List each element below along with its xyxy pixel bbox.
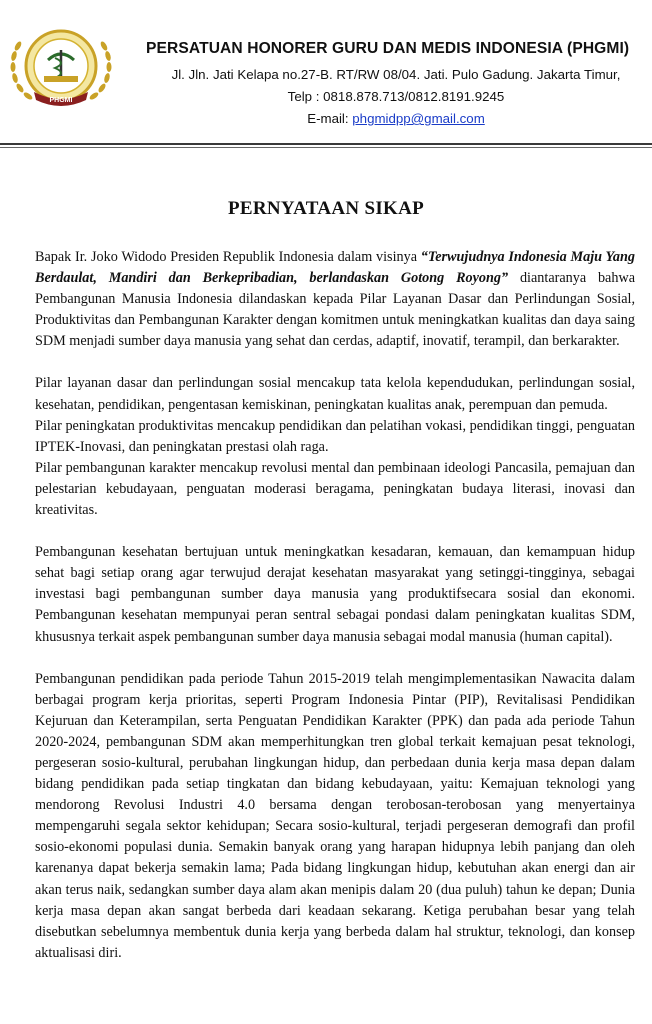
organization-contact	[146, 64, 646, 130]
email-line	[146, 108, 646, 130]
paragraph-vision-intro: Bapak Ir. Joko Widodo Presiden Republik Indonesia dalam visinya	[35, 249, 421, 265]
paragraph-education: Pembangunan pendidikan pada periode Tahun 2015-2019 telah mengimplementasikan Nawacita dalam berbagai program kerja prioritas, seperti Program Indonesia Pintar (PIP), Revitalisasi Pendidikan Kejuruan dan Keterampilan, serta Penguatan Pendidikan Karakter (PPK) dan pada ada periode Tahun 2020-2024, pembangunan SDM akan memperhitungkan tren global terkait kemajuan pesat teknologi, pergeseran sosio-kultural, perubahan lingkungan hidup, dan perbedaan dunia kerja masa depan dalam bidang pendidikan pada setiap tingkatan dan bidang kebudayaan, yaitu: Kemajuan teknologi yang mendorong Revolusi Industri 4.0 bersama dengan terobosan-terobosan yang menyertainya mempengaruhi segala sektor kehidupan; Secara sosio-kultural, terjadi pergeseran demografi dan profil sosio-ekonomi populasi dunia. Semakin banyak orang yang harapan hidupnya lebih panjang dan oleh karenanya dapat bekerja semakin lama; Pada bidang lingkungan hidup, kebutuhan akan energi dan air akan terus naik, sedangkan sumber daya alam akan menipis dalam 20 (dua puluh) tahun ke depan; Dunia kerja masa depan akan sangat berbeda dari keadaan sekarang. Ketiga perubahan besar yang telah disebutkan sebelumnya membentuk dunia kerja yang berbeda dalam hal struktur, teknologi, dan konsep aktualisasi diri.	[35, 670, 635, 961]
document-title: PERNYATAAN SIKAP	[227, 198, 425, 219]
email-link[interactable]: phgmidpp@gmail.com	[352, 111, 485, 126]
paragraph-pillar-productivity: Pilar peningkatan produktivitas mencakup pendidikan dan pelatihan vokasi, pendidikan tinggi, penguatan IPTEK-Inovasi, dan peningkatan prestasi olah raga.	[35, 417, 635, 455]
paragraph-health: Pembangunan kesehatan bertujuan untuk meningkatkan kesadaran, kemauan, dan kemampuan hidup sehat bagi setiap orang agar terwujud derajat kesehatan masyarakat yang setinggi-tingginya, sebagai investasi bagi pembangunan sumber daya manusia yang produktifsecara sosial dan ekonomi. Pembangunan kesehatan mempunyai peran sentral sebagai pondasi dalam peningkatan kualitas SDM, khususnya terkait aspek pembangunan sumber daya manusia sebagai modal manusia (human capital).	[35, 544, 635, 645]
paragraph-vision	[35, 247, 635, 352]
svg-text:PHGMI: PHGMI	[49, 97, 73, 104]
paragraph-vision-rest: diantaranya bahwa Pembangunan Manusia Indonesia dilandaskan kepada Pilar Layanan Dasar dan Perlindungan Sosial, Produktivitas dan Pembangunan Karakter dengan komitmen untuk meningkatkan kualitas dan daya saing SDM menjadi sumber daya manusia yang sehat dan cerdas, adaptif, inovatif, terampil, dan berkarakter.	[35, 270, 635, 350]
paragraph-pillar-character: Pilar pembangunan karakter mencakup revolusi mental dan pembinaan ideologi Pancasila, pemajuan dan pelestarian kebudayaan, penguatan moderasi beragama, peningkatan budaya literasi, inovasi dan kreativitas.	[35, 459, 635, 519]
paragraph-pillar-social: Pilar layanan dasar dan perlindungan sosial mencakup tata kelola kependudukan, perlindungan sosial, kesehatan, pendidikan, pengentasan kemiskinan, peningkatan kualitas anak, perempuan dan pemuda.	[35, 375, 635, 413]
address-line: Jl. Jln. Jati Kelapa no.27-B. RT/RW 08/04. Jati. Pulo Gadung. Jakarta Timur,	[171, 67, 621, 82]
vision-quote: “Terwujudnya Indonesia Maju Yang Berdaulat, Mandiri dan Berkepribadian, berlandaskan Gotong Royong”	[35, 249, 636, 287]
email-label: E-mail:	[307, 111, 349, 126]
organization-name: PERSATUAN HONORER GURU DAN MEDIS INDONESIA (PHGMI)	[146, 40, 630, 57]
document-body	[35, 247, 635, 964]
letterhead-divider	[0, 143, 652, 145]
phgmi-logo	[6, 26, 116, 112]
phone-line: Telp : 0818.878.713/0812.8191.9245	[287, 89, 505, 104]
letterhead	[0, 0, 652, 145]
letterhead-divider-thin	[0, 147, 652, 148]
